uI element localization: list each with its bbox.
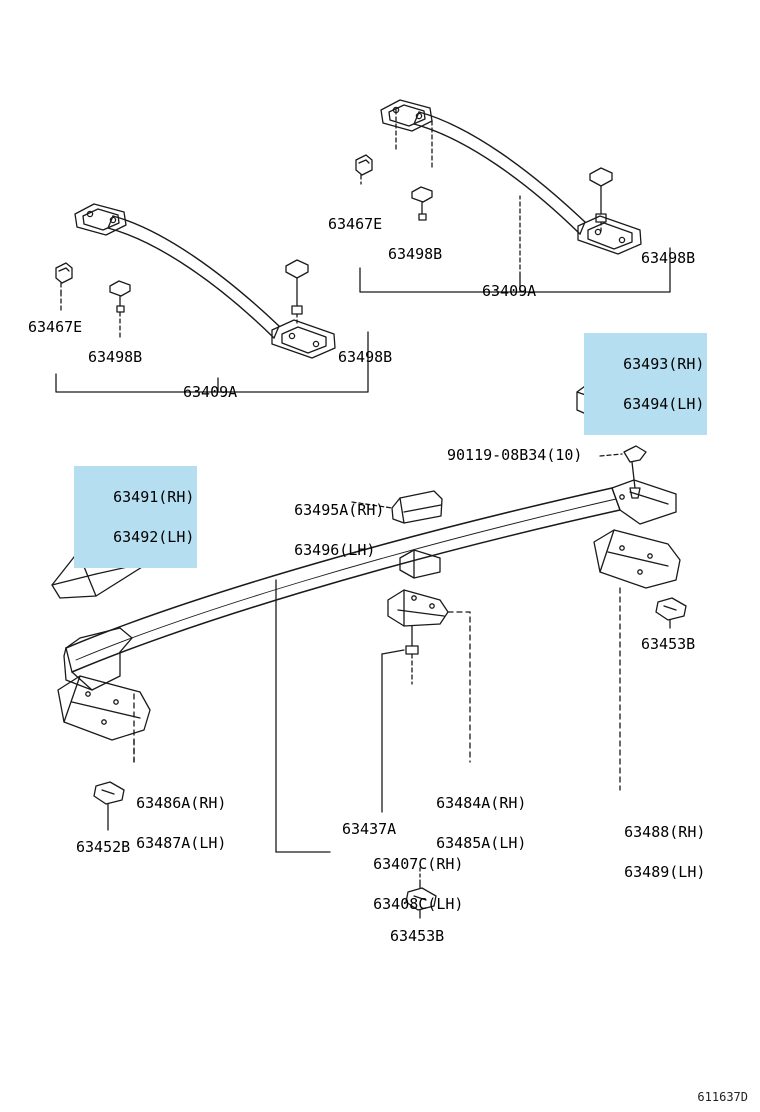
diagram-footer-code: 611637D — [697, 1090, 748, 1104]
label-63488-line1: 63488(RH) — [624, 823, 706, 841]
label-63407c-63408c — [337, 834, 463, 934]
label-63493-line1: 63493(RH) — [623, 355, 705, 373]
label-63409a-left: 63409A — [183, 383, 238, 401]
label-63486a-63487a — [100, 773, 226, 873]
label-63489-line2: 63489(LH) — [624, 863, 706, 881]
label-63437a: 63437A — [342, 820, 397, 838]
label-63491-line1: 63491(RH) — [113, 488, 195, 506]
label-63498b-middle: 63498B — [338, 348, 393, 366]
label-63488-63489 — [588, 802, 705, 902]
label-63495a-63496 — [258, 480, 384, 580]
label-63467e-top: 63467E — [328, 215, 383, 233]
label-63409a-top: 63409A — [482, 282, 537, 300]
label-90119-08b34: 90119-08B34(10) — [447, 446, 583, 464]
label-63484a-line1: 63484A(RH) — [436, 794, 527, 812]
label-63498b-left: 63498B — [88, 348, 143, 366]
label-63494-line2: 63494(LH) — [623, 395, 705, 413]
label-63487a-line2: 63487A(LH) — [136, 834, 227, 852]
label-63485a-line2: 63485A(LH) — [436, 834, 527, 852]
label-63493-63494 — [584, 333, 707, 435]
label-63453b-bottom: 63453B — [390, 927, 445, 945]
label-63407c-line1: 63407C(RH) — [373, 855, 464, 873]
label-63495a-line1: 63495A(RH) — [294, 501, 385, 519]
label-63452b: 63452B — [76, 838, 131, 856]
label-63496-line2: 63496(LH) — [294, 541, 376, 559]
label-63453b-right: 63453B — [641, 635, 696, 653]
label-63467e-left: 63467E — [28, 318, 83, 336]
label-63498b-right: 63498B — [641, 249, 696, 267]
label-63486a-line1: 63486A(RH) — [136, 794, 227, 812]
label-63492-line2: 63492(LH) — [113, 528, 195, 546]
label-63408c-line2: 63408C(LH) — [373, 895, 464, 913]
label-63491-63492 — [74, 466, 197, 568]
label-63498b-top: 63498B — [388, 245, 443, 263]
